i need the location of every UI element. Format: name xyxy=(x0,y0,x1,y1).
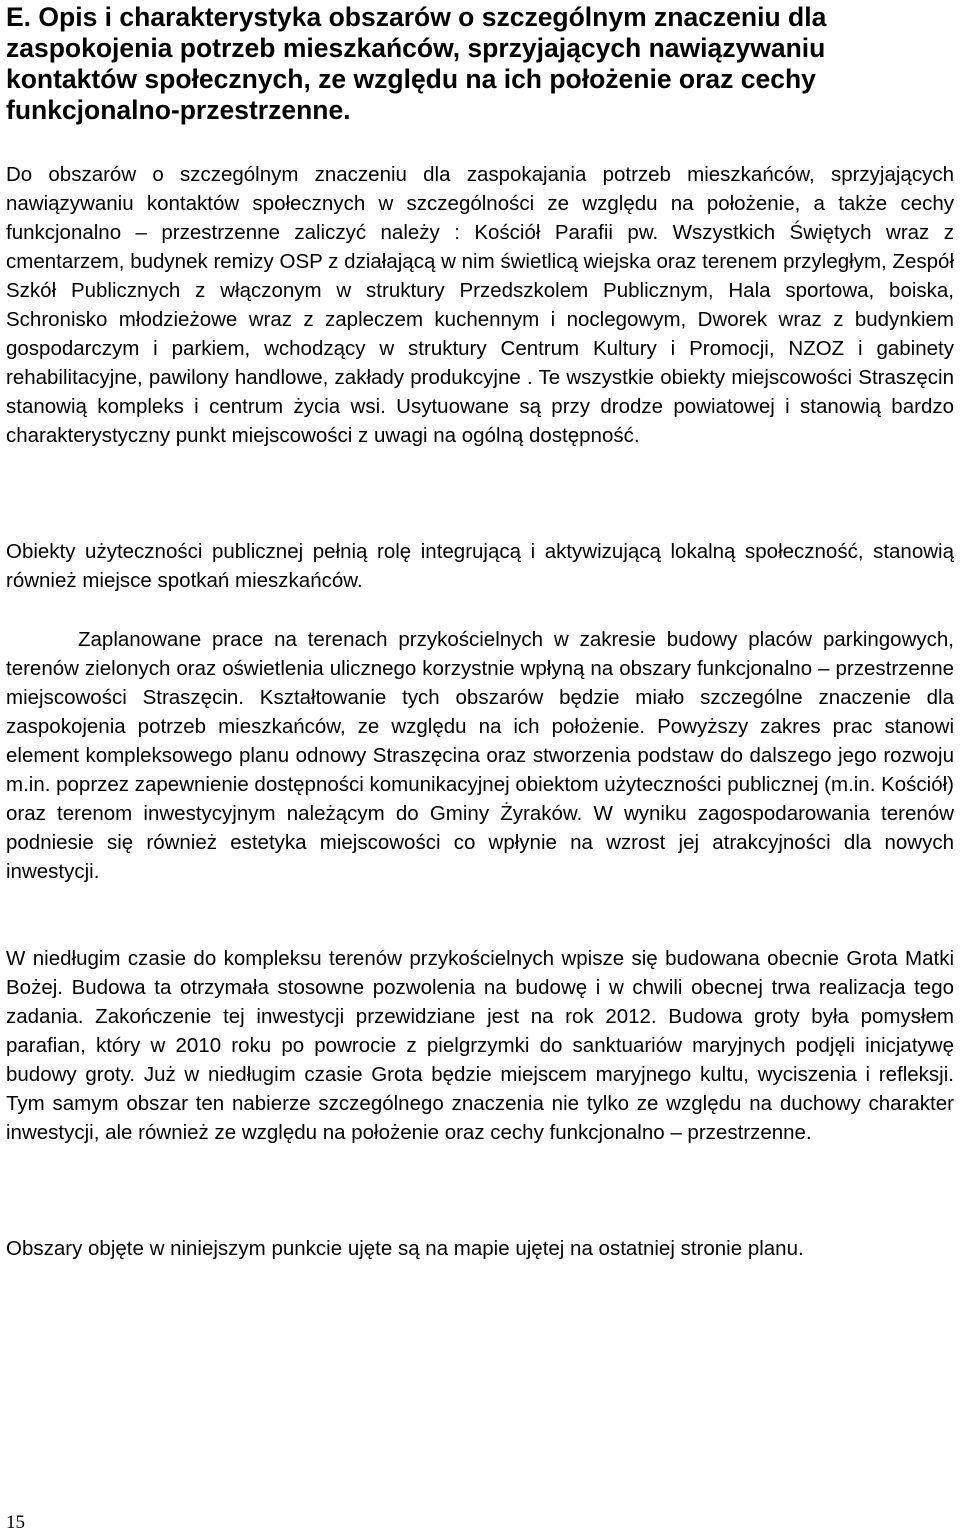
paragraph-map-note: Obszary objęte w niniejszym punkcie ujęte są na mapie ujętej na ostatniej stronie planu. xyxy=(6,1237,804,1260)
paragraph-planned-works: Zaplanowane prace na terenach przykościelnych w zakresie budowy placów parkingowych, terenów zielonych oraz oświetlenia ulicznego korzystnie wpłyną na obszary funkcjonalno – przestrzenne miejscowości Straszęcin. Kształtowanie tych obszarów będzie miało szczególne znaczenie dla zaspokojenia potrzeb mieszkańców, ze względu na ich położenie. Powyższy zakres prac stanowi element kompleksowego planu odnowy Straszęcina oraz stworzenia podstaw do dalszego jego rozwoju m.in. poprzez zapewnienie dostępności komunikacyjnej obiektom użyteczności publicznej (m.in. Kościół) oraz terenom inwestycyjnym należącym do Gminy Żyraków. W wyniku zagospodarowania terenów podniesie się również estetyka miejscowości co wpłynie na wzrost jej atrakcyjności dla nowych inwestycji. xyxy=(6,628,955,883)
section-heading: E. Opis i charakterystyka obszarów o szczególnym znaczeniu dla zaspokojenia potrzeb mieszkańców, sprzyjających nawiązywaniu kontaktów społecznych, ze względu na ich położenie oraz cechy funkcjonalno-przestrzenne. xyxy=(6,2,827,125)
paragraph-areas-list: Do obszarów o szczególnym znaczeniu dla zaspokajania potrzeb mieszkańców, sprzyjających nawiązywaniu kontaktów społecznych w szczególności ze względu na położenie, a także cechy funkcjonalno – przestrzenne zaliczyć należy : Kościół Parafii pw. Wszystkich Świętych wraz z cmentarzem, budynek remizy OSP z działającą w nim świetlicą wiejska oraz terenem przyległym, Zespół Szkół Publicznych z włączonym w struktury Przedszkolem Publicznym, Hala sportowa, boiska, Schronisko młodzieżowe wraz z zapleczem kuchennym i noclegowym, Dworek wraz z budynkiem gospodarczym i parkiem, wchodzący w struktury Centrum Kultury i Promocji, NZOZ i gabinety rehabilitacyjne, pawilony handlowe, zakłady produkcyjne . Te wszystkie obiekty miejscowości Straszęcin stanowią kompleks i centrum życia wsi. Usytuowane są przy drodze powiatowej i stanowią bardzo charakterystyczny punkt miejscowości z uwagi na ogólną dostępność. xyxy=(6,163,954,447)
paragraph-grotto: W niedługim czasie do kompleksu terenów przykościelnych wpisze się budowana obecnie Grota Matki Bożej. Budowa ta otrzymała stosowne pozwolenia na budowę i w chwili obecnej trwa realizacja tego zadania. Zakończenie tej inwestycji przewidziane jest na rok 2012. Budowa groty była pomysłem parafian, który w 2010 roku po powrocie z pielgrzymki do sanktuariów maryjnych podjęli inicjatywę budowy groty. Już w niedługim czasie Grota będzie miejscem maryjnego kultu, wyciszenia i refleksji. Tym samym obszar ten nabierze szczególnego znaczenia nie tylko ze względu na duchowy charakter inwestycji, ale również ze względu na położenie oraz cechy funkcjonalno – przestrzenne. xyxy=(6,947,954,1144)
page-number: 15 xyxy=(6,1512,25,1533)
paragraph-public-buildings: Obiekty użyteczności publicznej pełnią rolę integrującą i aktywizującą lokalną społeczność, stanowią również miejsce spotkań mieszkańców. xyxy=(6,540,954,592)
